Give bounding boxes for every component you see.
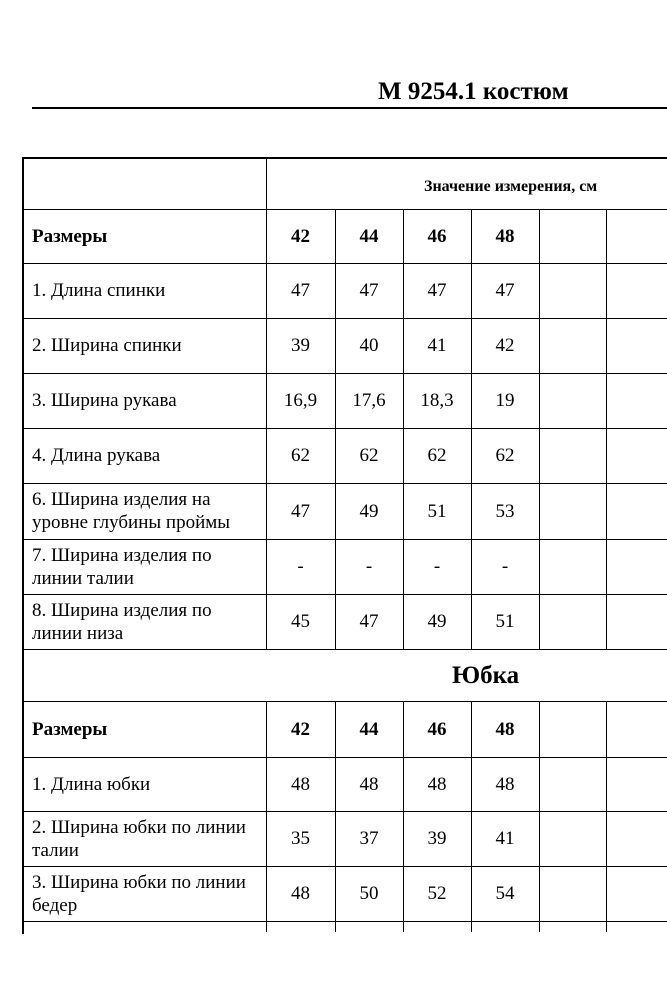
measurement-value: 47 — [359, 280, 379, 301]
measurement-label: 3. Ширина рукава — [32, 390, 177, 411]
row-divider — [22, 649, 667, 650]
measurement-value: 41 — [427, 335, 447, 356]
measurement-label: 2. Ширина спинки — [32, 335, 182, 356]
measurement-value: 51 — [427, 500, 447, 522]
measurement-value: 35 — [291, 828, 310, 849]
measurement-value: 48 — [359, 773, 379, 795]
size-header: 42 — [291, 225, 310, 247]
measurement-value: 62 — [291, 445, 310, 466]
size-header: 46 — [427, 718, 447, 740]
measurement-label: 1. Длина спинки — [32, 280, 166, 301]
measurement-value: 19 — [495, 390, 515, 411]
column-divider — [539, 701, 540, 932]
measurement-value: 42 — [495, 335, 515, 356]
column-divider — [539, 209, 540, 649]
measurement-value: 39 — [427, 828, 447, 849]
measurement-value: 48 — [291, 773, 310, 795]
size-header: 44 — [359, 718, 379, 740]
measurement-value: - — [365, 556, 373, 577]
measurement-value: 49 — [427, 611, 447, 632]
measurement-header: Значение измерения, см — [424, 178, 598, 195]
size-header: 48 — [495, 718, 515, 740]
column-divider — [606, 701, 607, 932]
measurement-label: 6. Ширина изделия на уровне глубины проймы — [32, 489, 231, 533]
measurement-value: - — [433, 556, 441, 577]
measurement-value: 39 — [291, 335, 310, 356]
measurement-value: 52 — [427, 883, 447, 904]
title-underline — [32, 107, 667, 109]
size-header: 42 — [291, 718, 310, 740]
measurement-value: 48 — [427, 773, 447, 795]
sizes-label: Размеры — [32, 225, 108, 247]
measurement-value: 62 — [427, 445, 447, 466]
size-header: 44 — [359, 225, 379, 247]
measurement-value: 47 — [427, 280, 447, 301]
measurement-value: 41 — [495, 828, 515, 849]
measurement-value: - — [297, 556, 304, 577]
measurement-value: 47 — [291, 280, 310, 301]
measurement-label: 2. Ширина юбки по линии талии — [32, 816, 246, 861]
measurement-value: 45 — [291, 611, 310, 632]
measurement-value: 47 — [495, 280, 515, 301]
measurement-value: 51 — [495, 611, 515, 632]
row-divider — [22, 921, 667, 922]
measurement-value: 16,9 — [283, 390, 318, 411]
measurement-value: 47 — [291, 500, 310, 522]
column-divider — [606, 209, 607, 649]
measurement-value: 18,3 — [420, 390, 454, 411]
measurement-value: 47 — [359, 611, 379, 632]
measurement-value: 54 — [495, 883, 515, 904]
measurement-value: 48 — [495, 773, 515, 795]
size-header: 46 — [427, 225, 447, 247]
measurement-value: 40 — [359, 335, 379, 356]
sizes-label: Размеры — [32, 718, 108, 740]
measurement-value: 62 — [359, 445, 379, 466]
measurement-value: 49 — [359, 500, 379, 522]
measurement-value: - — [501, 556, 509, 577]
size-header: 48 — [495, 225, 515, 247]
measurement-label: 4. Длина рукава — [32, 445, 161, 466]
document-title: М 9254.1 костюм — [378, 78, 569, 105]
measurement-value: 37 — [359, 828, 379, 849]
measurement-label: 1. Длина юбки — [32, 773, 151, 795]
measurement-value: 53 — [495, 500, 515, 522]
measurement-value: 17,6 — [352, 390, 386, 411]
measurement-value: 50 — [359, 883, 379, 904]
measurement-value: 48 — [291, 883, 310, 904]
measurement-label: 3. Ширина юбки по линии бедер — [32, 871, 246, 916]
skirt-section-title: Юбка — [452, 662, 520, 689]
measurement-label: 8. Ширина изделия по линии низа — [32, 599, 212, 644]
measurement-value: 62 — [495, 445, 515, 466]
measurement-label: 7. Ширина изделия по линии талии — [32, 544, 212, 589]
